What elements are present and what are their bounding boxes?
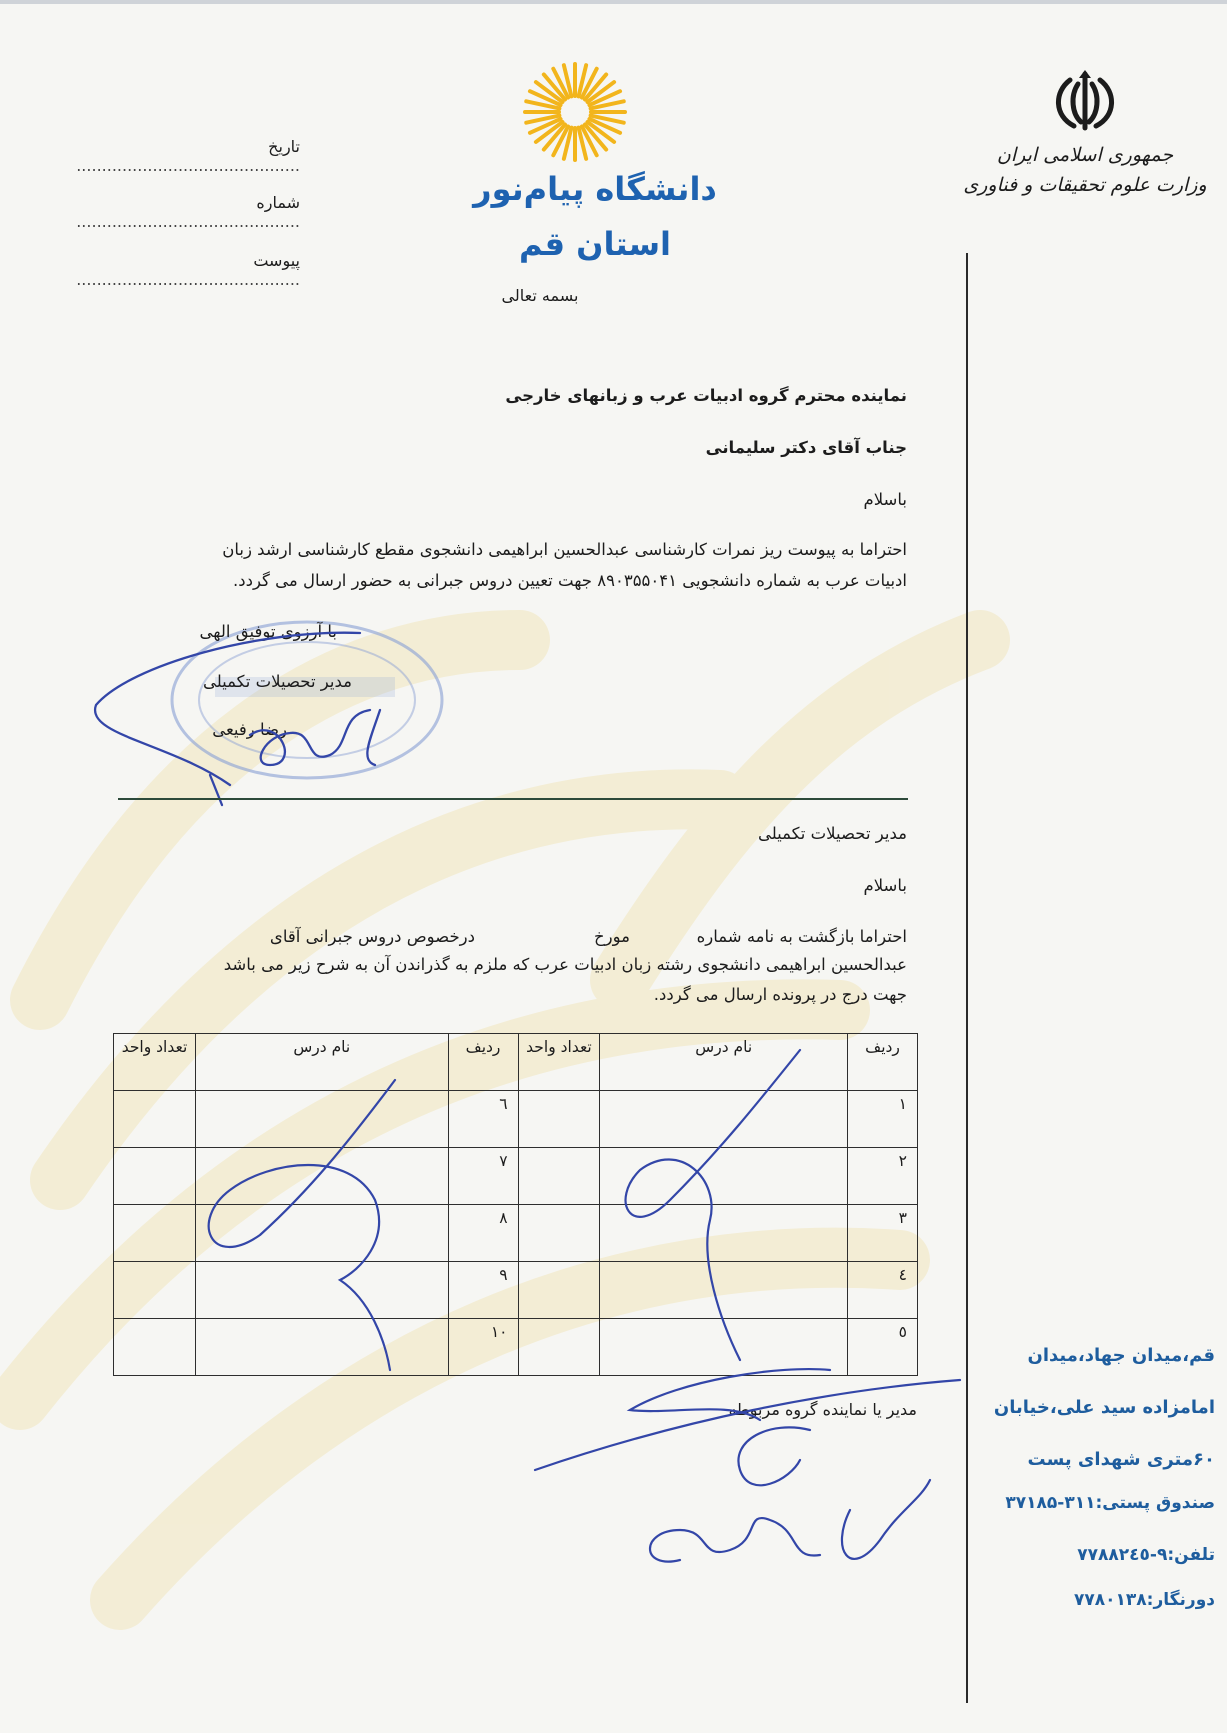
header-course-name: نام درس bbox=[195, 1034, 448, 1091]
university-name: دانشگاه پیام‌نور bbox=[473, 170, 717, 208]
emblem bbox=[960, 70, 1210, 138]
address-line-2: امامزاده سید علی،خیابان bbox=[993, 1397, 1215, 1418]
date-field bbox=[60, 137, 300, 175]
header-row-number: ردیف bbox=[848, 1034, 918, 1091]
signature-1 bbox=[90, 615, 450, 805]
attachment-dots: ............................................ bbox=[76, 270, 300, 289]
attachment-label: پیوست bbox=[253, 251, 300, 270]
greeting-line: باسلام bbox=[863, 490, 907, 509]
university-province: استان قم bbox=[518, 225, 671, 263]
row-number-cell: ۸ bbox=[448, 1205, 518, 1262]
number-field bbox=[60, 193, 300, 231]
address-postal-box: صندوق پستی:۳۱۱-۳۷۱۸۵ bbox=[1005, 1493, 1215, 1513]
emblem-line1: جمهوری اسلامی ایران bbox=[996, 144, 1174, 166]
reply-line-2: عبدالحسین ابراهیمی دانشجوی رشته زبان ادبیات عرب که ملزم به گذراندن آن به شرح زیر می باشد bbox=[223, 955, 907, 974]
bismillah: بسمه تعالی bbox=[501, 286, 579, 305]
number-dots: ............................................ bbox=[76, 212, 300, 231]
units-cell bbox=[114, 1091, 196, 1148]
reply-line-1 bbox=[110, 927, 907, 953]
signature-2 bbox=[530, 1360, 970, 1600]
units-cell bbox=[114, 1262, 196, 1319]
reply-line-3: جهت درج در پرونده ارسال می گردد. bbox=[653, 985, 907, 1004]
row-number-cell: ٤ bbox=[848, 1262, 918, 1319]
recipient-line: نماینده محترم گروه ادبیات عرب و زبانهای خارجی bbox=[505, 386, 907, 405]
date-label: تاریخ bbox=[268, 137, 300, 156]
units-cell bbox=[114, 1319, 196, 1376]
closing-line: با آرزوی توفیق الهی bbox=[199, 622, 337, 641]
address-line-1: قم،میدان جهاد،میدان bbox=[1027, 1345, 1215, 1366]
reply-line-1a: احتراما بازگشت به نامه شماره bbox=[696, 927, 907, 946]
address-phone: تلفن:۹-۷۷۸۸۲٤٥ bbox=[1077, 1545, 1215, 1565]
row-number-cell: ۷ bbox=[448, 1148, 518, 1205]
reply-line-1c: درخصوص دروس جبرانی آقای bbox=[269, 927, 475, 946]
units-cell bbox=[114, 1148, 196, 1205]
header-units: تعداد واحد bbox=[114, 1034, 196, 1091]
table-strike-marks bbox=[200, 1040, 840, 1380]
row-number-cell: ۳ bbox=[848, 1205, 918, 1262]
address-fax: دورنگار:۷۷۸۰۱۳۸ bbox=[1074, 1590, 1215, 1610]
row-number-cell: ۱ bbox=[848, 1091, 918, 1148]
signer-title: مدیر تحصیلات تکمیلی bbox=[202, 672, 352, 691]
row-number-cell: ۱۰ bbox=[448, 1319, 518, 1376]
attachment-field bbox=[60, 251, 300, 289]
header-course-name: نام درس bbox=[600, 1034, 848, 1091]
emblem-caption bbox=[960, 140, 1210, 200]
reply-line-1b: مورخ bbox=[594, 927, 630, 946]
row-number-cell: ۹ bbox=[448, 1262, 518, 1319]
number-label: شماره bbox=[256, 193, 300, 212]
body-line-1: احتراما به پیوست ریز نمرات کارشناسی عبدالحسین ابراهیمی دانشجوی مقطع کارشناسی ارشد زبان bbox=[222, 540, 907, 559]
units-cell bbox=[114, 1205, 196, 1262]
reply-addressee: مدیر تحصیلات تکمیلی bbox=[757, 824, 907, 843]
address-line-3: ۶۰متری شهدای پست bbox=[1027, 1449, 1215, 1470]
addressee-line: جناب آقای دکتر سلیمانی bbox=[705, 438, 907, 457]
university-sun-logo-icon bbox=[520, 60, 630, 165]
body-line-2: ادبیات عرب به شماره دانشجویی ۸۹۰۳۵۵۰۴۱ جهت تعیین دروس جبرانی به حضور ارسال می گردد. bbox=[233, 571, 907, 590]
group-signature-label: مدیر یا نماینده گروه مربوطه bbox=[728, 1400, 917, 1419]
signer-name: رضا رفیعی bbox=[212, 720, 287, 739]
header-units: تعداد واحد bbox=[518, 1034, 600, 1091]
row-number-cell: ٦ bbox=[448, 1091, 518, 1148]
section-divider bbox=[118, 798, 908, 800]
row-number-cell: ٥ bbox=[848, 1319, 918, 1376]
emblem-line2: وزارت علوم تحقیقات و فناوری bbox=[963, 174, 1207, 196]
header-row-number: ردیف bbox=[448, 1034, 518, 1091]
date-dots: ............................................ bbox=[76, 156, 300, 175]
reply-greeting: باسلام bbox=[863, 876, 907, 895]
iran-emblem-icon bbox=[1050, 70, 1120, 134]
row-number-cell: ۲ bbox=[848, 1148, 918, 1205]
